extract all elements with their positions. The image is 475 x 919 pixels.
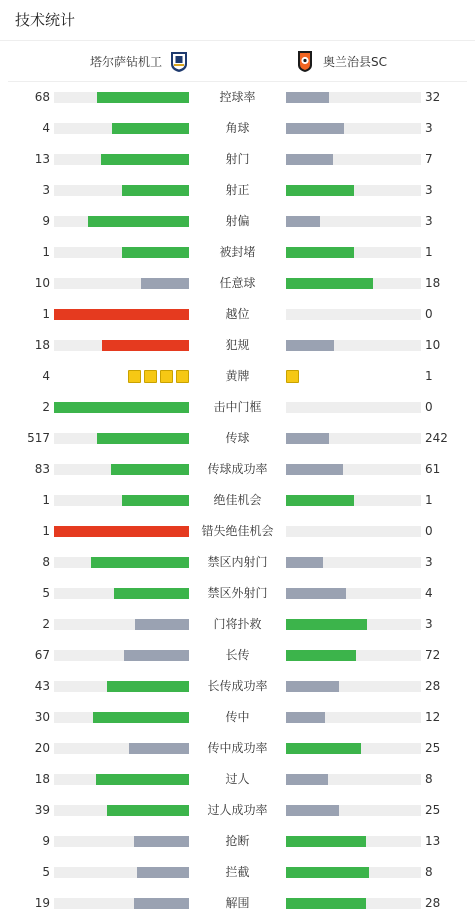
home-stat-bar bbox=[54, 681, 189, 692]
away-stat-value: 28 bbox=[425, 679, 441, 693]
stat-row bbox=[0, 268, 475, 299]
away-stat-bar bbox=[286, 185, 421, 196]
home-team-name: 塔尔萨钻机工 bbox=[89, 54, 162, 69]
stat-label: 过人成功率 bbox=[207, 803, 268, 817]
stat-label: 传球成功率 bbox=[207, 462, 268, 476]
away-stat-bar-fill bbox=[286, 867, 369, 878]
home-stat-bar-fill bbox=[134, 898, 189, 909]
away-stat-bar bbox=[286, 433, 421, 444]
home-stat-bar bbox=[54, 154, 189, 165]
home-stat-bar bbox=[54, 92, 189, 103]
home-stat-bar bbox=[54, 867, 189, 878]
away-stat-value: 32 bbox=[425, 90, 441, 104]
away-stat-bar bbox=[286, 743, 421, 754]
home-stat-bar bbox=[54, 433, 189, 444]
yellow-card-icon bbox=[128, 370, 141, 383]
home-stat-bar-fill bbox=[107, 681, 189, 692]
home-stat-value: 5 bbox=[42, 865, 50, 879]
stat-label: 角球 bbox=[225, 121, 250, 135]
stat-label: 禁区内射门 bbox=[207, 555, 268, 569]
stat-row bbox=[0, 516, 475, 547]
away-stat-bar bbox=[286, 526, 421, 537]
home-stat-value: 10 bbox=[34, 276, 50, 290]
away-stat-bar-fill bbox=[286, 836, 366, 847]
away-stat-value: 8 bbox=[425, 772, 433, 786]
away-stat-bar bbox=[286, 278, 421, 289]
stat-row bbox=[0, 888, 475, 919]
away-stat-bar-fill bbox=[286, 433, 329, 444]
away-stat-bar-fill bbox=[286, 340, 334, 351]
stat-row bbox=[0, 826, 475, 857]
away-stat-value: 72 bbox=[425, 648, 441, 662]
home-stat-bar bbox=[54, 557, 189, 568]
away-stat-bar bbox=[286, 619, 421, 630]
home-stat-bar-fill bbox=[112, 123, 189, 134]
home-stat-bar bbox=[54, 123, 189, 134]
stat-row bbox=[0, 330, 475, 361]
home-stat-bar bbox=[54, 309, 189, 320]
home-stat-bar-fill bbox=[97, 92, 189, 103]
home-stat-bar-fill bbox=[54, 402, 189, 413]
stat-row bbox=[0, 175, 475, 206]
home-stat-value: 67 bbox=[34, 648, 50, 662]
away-stat-value: 242 bbox=[425, 431, 448, 445]
away-stat-value: 61 bbox=[425, 462, 441, 476]
stat-label: 长传 bbox=[225, 648, 250, 662]
away-stat-bar-fill bbox=[286, 774, 328, 785]
away-stat-bar bbox=[286, 216, 421, 227]
home-stat-bar bbox=[54, 216, 189, 227]
home-stat-bar-fill bbox=[97, 433, 189, 444]
stat-label: 任意球 bbox=[219, 276, 256, 290]
home-stat-bar-fill bbox=[91, 557, 189, 568]
away-stat-value: 18 bbox=[425, 276, 441, 290]
stat-row bbox=[0, 299, 475, 330]
home-stat-bar-fill bbox=[134, 836, 189, 847]
stat-label: 解围 bbox=[225, 896, 250, 910]
home-stat-value: 3 bbox=[42, 183, 50, 197]
home-stat-bar bbox=[54, 898, 189, 909]
home-stat-bar bbox=[54, 464, 189, 475]
home-stat-bar bbox=[54, 185, 189, 196]
away-stat-bar bbox=[286, 774, 421, 785]
away-stat-value: 3 bbox=[425, 214, 433, 228]
home-stat-bar bbox=[54, 247, 189, 258]
home-stat-value: 9 bbox=[42, 214, 50, 228]
stat-label: 射门 bbox=[225, 152, 250, 166]
away-stat-bar bbox=[286, 588, 421, 599]
away-stat-bar bbox=[286, 898, 421, 909]
away-stat-bar bbox=[286, 123, 421, 134]
away-stat-value: 13 bbox=[425, 834, 441, 848]
stat-label: 长传成功率 bbox=[207, 679, 268, 693]
away-stat-bar bbox=[286, 650, 421, 661]
away-stat-value: 25 bbox=[425, 803, 441, 817]
home-stat-bar-fill bbox=[111, 464, 189, 475]
home-stat-bar-fill bbox=[54, 526, 189, 537]
stat-row bbox=[0, 361, 475, 392]
home-stat-bar bbox=[54, 774, 189, 785]
away-team-name: 奥兰治县SC bbox=[323, 54, 387, 69]
stat-row bbox=[0, 733, 475, 764]
home-stat-bar-fill bbox=[114, 588, 189, 599]
stat-row bbox=[0, 237, 475, 268]
away-team[interactable] bbox=[293, 41, 387, 81]
home-stat-bar-fill bbox=[88, 216, 189, 227]
away-stat-value: 0 bbox=[425, 307, 433, 321]
home-stat-bar bbox=[54, 278, 189, 289]
stat-row bbox=[0, 702, 475, 733]
away-stat-bar-fill bbox=[286, 743, 361, 754]
away-stat-bar bbox=[286, 557, 421, 568]
stat-row bbox=[0, 144, 475, 175]
home-stat-bar-fill bbox=[122, 495, 190, 506]
home-stat-value: 4 bbox=[42, 369, 50, 383]
home-stat-bar bbox=[54, 836, 189, 847]
away-stat-bar bbox=[286, 712, 421, 723]
away-stat-bar-fill bbox=[286, 557, 323, 568]
stat-label: 绝佳机会 bbox=[213, 493, 262, 507]
away-stat-bar-fill bbox=[286, 464, 343, 475]
away-stat-value: 1 bbox=[425, 369, 433, 383]
home-stat-bar bbox=[54, 526, 189, 537]
yellow-card-icon bbox=[286, 370, 299, 383]
away-stat-value: 3 bbox=[425, 121, 433, 135]
away-stat-value: 1 bbox=[425, 493, 433, 507]
home-stat-bar bbox=[54, 402, 189, 413]
home-stat-value: 1 bbox=[42, 307, 50, 321]
yellow-card-icon bbox=[144, 370, 157, 383]
away-stat-bar bbox=[286, 340, 421, 351]
home-stat-value: 2 bbox=[42, 617, 50, 631]
away-stat-bar-fill bbox=[286, 712, 325, 723]
away-stat-bar-fill bbox=[286, 247, 354, 258]
away-stat-bar bbox=[286, 92, 421, 103]
home-stat-value: 20 bbox=[34, 741, 50, 755]
away-stat-bar-fill bbox=[286, 619, 367, 630]
stat-row bbox=[0, 640, 475, 671]
yellow-card-icon bbox=[160, 370, 173, 383]
home-stat-value: 18 bbox=[34, 338, 50, 352]
away-stat-bar-fill bbox=[286, 898, 366, 909]
home-stat-value: 83 bbox=[34, 462, 50, 476]
stat-label: 黄牌 bbox=[225, 369, 250, 383]
away-stat-value: 1 bbox=[425, 245, 433, 259]
home-stat-value: 4 bbox=[42, 121, 50, 135]
teams-header bbox=[8, 41, 467, 82]
away-stat-value: 7 bbox=[425, 152, 433, 166]
home-stat-value: 1 bbox=[42, 493, 50, 507]
stat-row bbox=[0, 454, 475, 485]
home-stat-value: 5 bbox=[42, 586, 50, 600]
stat-row bbox=[0, 392, 475, 423]
home-stat-bar-fill bbox=[141, 278, 189, 289]
stat-label: 拦截 bbox=[225, 865, 250, 879]
home-team-logo-icon bbox=[167, 49, 191, 73]
stat-label: 传中 bbox=[225, 710, 250, 724]
home-yellow-cards bbox=[125, 370, 189, 383]
stat-row bbox=[0, 609, 475, 640]
stat-label: 击中门框 bbox=[213, 400, 262, 414]
home-stat-value: 18 bbox=[34, 772, 50, 786]
home-stat-bar-fill bbox=[54, 309, 189, 320]
stat-label: 错失绝佳机会 bbox=[201, 524, 274, 538]
stat-label: 过人 bbox=[225, 772, 250, 786]
stat-row bbox=[0, 671, 475, 702]
away-stat-bar-fill bbox=[286, 805, 339, 816]
stat-row bbox=[0, 857, 475, 888]
stat-row bbox=[0, 206, 475, 237]
away-stat-bar bbox=[286, 402, 421, 413]
stat-row bbox=[0, 578, 475, 609]
away-stat-bar-fill bbox=[286, 495, 354, 506]
home-stat-bar-fill bbox=[102, 340, 189, 351]
away-stat-value: 3 bbox=[425, 183, 433, 197]
page-title: 技术统计 bbox=[0, 0, 475, 41]
stat-row bbox=[0, 82, 475, 113]
away-yellow-cards bbox=[286, 370, 302, 383]
stat-label: 传球 bbox=[225, 431, 250, 445]
away-stat-value: 25 bbox=[425, 741, 441, 755]
home-stat-bar bbox=[54, 805, 189, 816]
away-stat-bar bbox=[286, 836, 421, 847]
home-stat-bar-fill bbox=[137, 867, 189, 878]
stat-label: 控球率 bbox=[219, 90, 256, 104]
stats-list bbox=[0, 82, 475, 919]
away-stat-bar-fill bbox=[286, 92, 329, 103]
stat-label: 门将扑救 bbox=[213, 617, 262, 631]
away-stat-bar-fill bbox=[286, 216, 320, 227]
away-team-logo-icon bbox=[293, 49, 317, 73]
away-stat-value: 3 bbox=[425, 617, 433, 631]
away-stat-value: 12 bbox=[425, 710, 441, 724]
away-stat-bar-fill bbox=[286, 185, 354, 196]
stat-row bbox=[0, 547, 475, 578]
home-stat-bar bbox=[54, 495, 189, 506]
home-stat-value: 19 bbox=[34, 896, 50, 910]
away-stat-bar bbox=[286, 867, 421, 878]
stat-label: 犯规 bbox=[225, 338, 250, 352]
stat-row bbox=[0, 795, 475, 826]
home-stat-bar bbox=[54, 743, 189, 754]
home-stat-bar bbox=[54, 650, 189, 661]
home-stat-bar-fill bbox=[129, 743, 189, 754]
home-stat-value: 517 bbox=[27, 431, 50, 445]
stat-label: 射正 bbox=[225, 183, 250, 197]
away-stat-bar-fill bbox=[286, 154, 333, 165]
home-stat-bar-fill bbox=[93, 712, 189, 723]
home-stat-value: 8 bbox=[42, 555, 50, 569]
stat-row bbox=[0, 423, 475, 454]
away-stat-value: 8 bbox=[425, 865, 433, 879]
away-stat-value: 3 bbox=[425, 555, 433, 569]
home-stat-value: 39 bbox=[34, 803, 50, 817]
home-stat-bar-fill bbox=[124, 650, 189, 661]
away-stat-bar bbox=[286, 495, 421, 506]
away-stat-value: 10 bbox=[425, 338, 441, 352]
home-stat-bar bbox=[54, 340, 189, 351]
stat-label: 抢断 bbox=[225, 834, 250, 848]
away-stat-bar-fill bbox=[286, 681, 339, 692]
stat-label: 越位 bbox=[225, 307, 250, 321]
home-stat-value: 1 bbox=[42, 245, 50, 259]
stat-label: 被封堵 bbox=[219, 245, 256, 259]
away-stat-bar bbox=[286, 247, 421, 258]
home-team[interactable] bbox=[90, 41, 191, 81]
home-stat-bar bbox=[54, 588, 189, 599]
home-stat-bar-fill bbox=[122, 185, 190, 196]
away-stat-bar-fill bbox=[286, 278, 373, 289]
stat-label: 禁区外射门 bbox=[207, 586, 268, 600]
home-stat-value: 30 bbox=[34, 710, 50, 724]
away-stat-value: 28 bbox=[425, 896, 441, 910]
home-stat-value: 9 bbox=[42, 834, 50, 848]
stat-row bbox=[0, 113, 475, 144]
home-stat-bar bbox=[54, 712, 189, 723]
home-stat-bar-fill bbox=[135, 619, 189, 630]
stat-label: 射偏 bbox=[225, 214, 250, 228]
home-stat-value: 1 bbox=[42, 524, 50, 538]
home-stat-bar-fill bbox=[122, 247, 190, 258]
away-stat-bar-fill bbox=[286, 588, 346, 599]
away-stat-value: 4 bbox=[425, 586, 433, 600]
away-stat-bar bbox=[286, 464, 421, 475]
home-stat-bar-fill bbox=[107, 805, 189, 816]
away-stat-value: 0 bbox=[425, 524, 433, 538]
stat-label: 传中成功率 bbox=[207, 741, 268, 755]
stat-row bbox=[0, 485, 475, 516]
away-stat-bar-fill bbox=[286, 123, 344, 134]
stat-row bbox=[0, 764, 475, 795]
away-stat-bar bbox=[286, 154, 421, 165]
home-stat-bar-fill bbox=[96, 774, 189, 785]
home-stat-bar-fill bbox=[101, 154, 189, 165]
home-stat-bar bbox=[54, 619, 189, 630]
away-stat-bar bbox=[286, 309, 421, 320]
home-stat-value: 2 bbox=[42, 400, 50, 414]
yellow-card-icon bbox=[176, 370, 189, 383]
away-stat-bar bbox=[286, 805, 421, 816]
away-stat-value: 0 bbox=[425, 400, 433, 414]
away-stat-bar bbox=[286, 681, 421, 692]
home-stat-value: 13 bbox=[34, 152, 50, 166]
home-stat-value: 43 bbox=[34, 679, 50, 693]
home-stat-value: 68 bbox=[34, 90, 50, 104]
away-stat-bar-fill bbox=[286, 650, 356, 661]
